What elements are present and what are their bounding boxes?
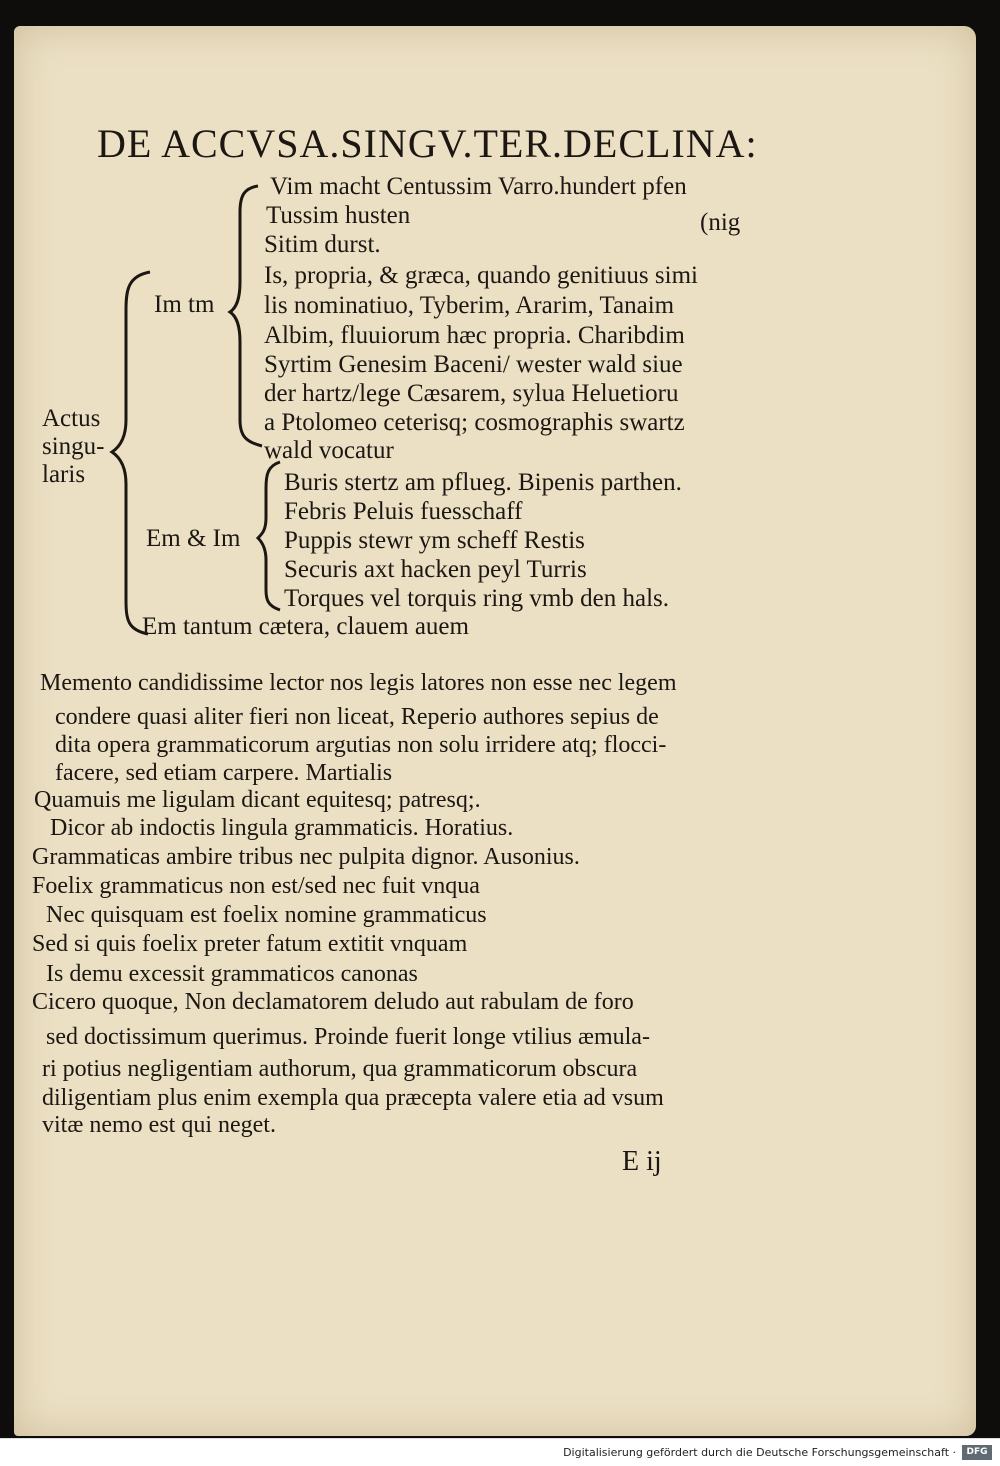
em-im-brace [258,462,280,610]
body-line-8: Foelix grammaticus non est/sed nec fuit vnqua [32,873,480,899]
label-accusativus: Actus [42,405,101,432]
body-line-13: sed doctissimum querimus. Proinde fuerit longe vtilius æmula- [46,1024,650,1050]
body-line-1: Memento candidissime lector nos legis latores non esse nec legem [40,670,677,696]
label-im-tm: Im tm [154,291,215,318]
im-line-3: Sitim durst. [264,231,381,258]
im-line-10: wald vocatur [264,437,394,464]
label-em-im: Em & Im [146,525,241,552]
im-brace [230,186,262,446]
body-line-16: vitæ nemo est qui neget. [42,1112,276,1138]
im-line-1: Vim macht Centussim Varro.hundert pfen [270,173,687,200]
footer-bar [0,1438,1000,1466]
im-line-8: der hartz/lege Cæsarem, sylua Heluetioru [264,380,679,407]
signature-mark: E ij [622,1146,662,1177]
im-line-2: Tussim husten [266,202,411,229]
footer-credit: Digitalisierung gefördert durch die Deutsche Forschungsgemeinschaft · [563,1446,956,1459]
em-tantum-line: Em tantum cætera, clauem auem [142,613,469,640]
im-line-7: Syrtim Genesim Baceni/ wester wald siue [264,351,683,378]
body-line-14: ri potius negligentiam authorum, qua grammaticorum obscura [42,1056,638,1082]
dfg-logo: DFG [962,1445,992,1460]
page-heading: DE ACCVSA.SINGV.TER.DECLINA: [97,121,758,166]
im-line-5: lis nominatiuo, Tyberim, Ararim, Tanaim [264,292,675,319]
im-line-9: a Ptolomeo ceterisq; cosmographis swartz [264,409,685,436]
em-im-line-5: Torques vel torquis ring vmb den hals. [284,585,669,612]
em-im-line-4: Securis axt hacken peyl Turris [284,556,587,583]
im-line-2-suffix: (nig [700,209,741,236]
body-line-2: condere quasi aliter fieri non liceat, Reperio authores sepius de [55,704,659,730]
label-singularis-2: laris [42,461,86,488]
em-im-line-3: Puppis stewr ym scheff Restis [284,527,585,554]
body-line-10: Sed si quis foelix preter fatum extitit vnquam [32,931,468,957]
body-line-11: Is demu excessit grammaticos canonas [46,961,418,987]
em-im-line-1: Buris stertz am pflueg. Bipenis parthen. [284,469,682,496]
im-line-4: Is, propria, & græca, quando genitiuus simi [264,262,698,289]
body-line-7: Grammaticas ambire tribus nec pulpita dignor. Ausonius. [32,844,580,870]
body-line-5: Quamuis me ligulam dicant equitesq; patresq;. [34,787,481,813]
body-line-12: Cicero quoque, Non declamatorem deludo aut rabulam de foro [32,989,634,1015]
im-line-6: Albim, fluuiorum hæc propria. Charibdim [264,322,685,349]
body-line-6: Dicor ab indoctis lingula grammaticis. Horatius. [50,815,514,841]
body-line-9: Nec quisquam est foelix nomine grammaticus [46,902,487,928]
em-im-line-2: Febris Peluis fuesschaff [284,498,523,525]
label-singularis-1: singu- [42,433,105,460]
accusativus-brace [112,272,150,634]
body-line-15: diligentiam plus enim exempla qua præcepta valere etia ad vsum [42,1085,664,1111]
body-line-4: facere, sed etiam carpere. Martialis [55,760,393,786]
body-line-3: dita opera grammaticorum argutias non solu irridere atq; flocci- [55,732,667,758]
